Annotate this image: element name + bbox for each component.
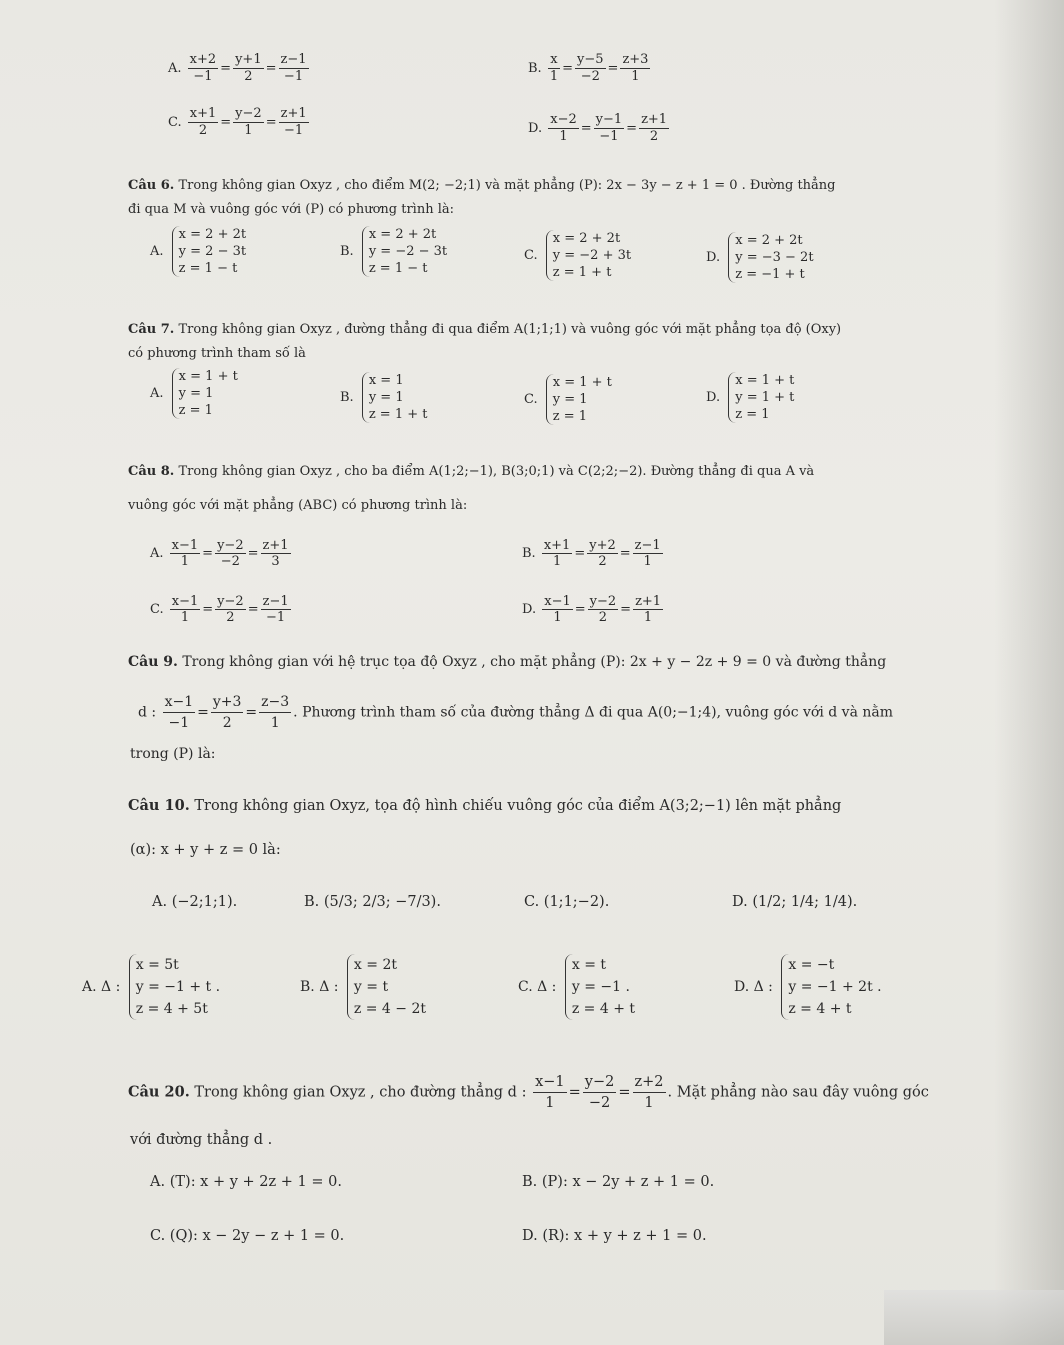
question-10-stem-line2: (α): x + y + z = 0 là: [130, 842, 281, 858]
page-edge-shadow [994, 0, 1064, 1345]
question-8-option-c: C. $\frac{x-1}{1}$ = $\frac{y-2}{2}$ = $\frac{z-1}{-1}$ [150, 594, 289, 625]
question-10-option-a: A. (−2;1;1). [152, 894, 238, 910]
question-20-option-c: C. (Q): x − 2y − z + 1 = 0. [150, 1228, 345, 1244]
question-9-stem: Câu 9. Trong không gian với hệ trục tọa độ Oxyz , cho mặt phẳng (P): 2x + y − 2z + 9 = 0 và đường thẳng [128, 654, 887, 670]
question-8-option-d: D. $\frac{x-1}{1}$ = $\frac{y-2}{2}$ = $\frac{z+1}{1}$ [522, 594, 662, 625]
question-6-option-a: A. x = 2 + 2t y = 2 − 3t z = 1 − t [150, 227, 247, 276]
top-option-c: C. $\frac{x+1}{2}$ = $\frac{y-2}{1}$ = $\frac{z+1}{-1}$ [168, 106, 307, 138]
question-10-option-d: D. (1/2; 1/4; 1/4). [732, 894, 858, 910]
question-7-stem-line2: có phương trình tham số là [128, 346, 306, 361]
question-9-option-a: A. Δ : x = 5t y = −1 + t . z = 4 + 5t [82, 954, 220, 1020]
question-6-stem-line2: đi qua M và vuông góc với (P) có phương trình là: [128, 202, 454, 217]
question-7-option-d: D. x = 1 + t y = 1 + t z = 1 [706, 373, 795, 422]
question-6-option-c: C. x = 2 + 2t y = −2 + 3t z = 1 + t [524, 231, 632, 280]
question-7-option-b: B. x = 1 y = 1 z = 1 + t [340, 373, 428, 422]
question-20-stem: Câu 20. Trong không gian Oxyz , cho đường thẳng d : $\frac{x-1}{1}$ = $\frac{y-2}{-2}$ = $\frac{z+2}{1}$ . Mặt phẳng nào sau đây vuông góc [128, 1074, 929, 1111]
top-option-d: D. $\frac{x-2}{1}$ = $\frac{y-1}{-1}$ = $\frac{z+1}{2}$ [528, 112, 668, 144]
question-10-option-b: B. (5/3; 2/3; −7/3). [304, 894, 441, 910]
question-8-stem: Câu 8. Trong không gian Oxyz , cho ba điểm A(1;2;−1), B(3;0;1) và C(2;2;−2). Đường thẳng đi qua A và [128, 464, 815, 479]
question-8-option-a: A. $\frac{x-1}{1}$ = $\frac{y-2}{-2}$ = $\frac{z+1}{3}$ [150, 538, 289, 569]
question-7-option-c: C. x = 1 + t y = 1 z = 1 [524, 375, 612, 424]
question-9-option-d: D. Δ : x = −t y = −1 + 2t . z = 4 + t [734, 954, 882, 1020]
question-20-option-b: B. (P): x − 2y + z + 1 = 0. [522, 1174, 715, 1190]
question-8-stem-line2: vuông góc với mặt phẳng (ABC) có phương trình là: [128, 498, 468, 513]
question-9-option-b: B. Δ : x = 2t y = t z = 4 − 2t [300, 954, 426, 1020]
question-7-option-a: A. x = 1 + t y = 1 z = 1 [150, 369, 238, 418]
question-6-stem: Câu 6. Trong không gian Oxyz , cho điểm M(2; −2;1) và mặt phẳng (P): 2x − 3y − z + 1 = 0 . Đường thẳng [128, 178, 836, 193]
question-6-option-b: B. x = 2 + 2t y = −2 − 3t z = 1 − t [340, 227, 448, 276]
question-9-option-c: C. Δ : x = t y = −1 . z = 4 + t [518, 954, 635, 1020]
question-8-option-b: B. $\frac{x+1}{1}$ = $\frac{y+2}{2}$ = $\frac{z-1}{1}$ [522, 538, 661, 569]
tape-strip [884, 1290, 1064, 1345]
question-6-option-d: D. x = 2 + 2t y = −3 − 2t z = −1 + t [706, 233, 814, 282]
question-9-stem-line2: d : $\frac{x-1}{-1}$ = $\frac{y+3}{2}$ = $\frac{z-3}{1}$ . Phương trình tham số của đường thẳng Δ đi qua A(0;−1;4), vuông góc với d và nằm [138, 694, 894, 731]
question-10-stem: Câu 10. Trong không gian Oxyz, tọa độ hình chiếu vuông góc của điểm A(3;2;−1) lên mặt phẳng [128, 797, 842, 814]
question-10-option-c: C. (1;1;−2). [524, 894, 610, 910]
question-20-stem-line2: với đường thẳng d . [130, 1132, 273, 1148]
question-7-stem: Câu 7. Trong không gian Oxyz , đường thẳng đi qua điểm A(1;1;1) và vuông góc với mặt phẳng tọa độ (Oxy) [128, 322, 842, 337]
top-option-a: A. $\frac{x+2}{-1}$ = $\frac{y+1}{2}$ = $\frac{z-1}{-1}$ [168, 52, 307, 84]
question-20-option-a: A. (T): x + y + 2z + 1 = 0. [150, 1174, 342, 1190]
top-option-b: B. $\frac{x}{1}$ = $\frac{y-5}{-2}$ = $\frac{z+3}{1}$ [528, 52, 649, 84]
question-9-stem-line3: trong (P) là: [130, 746, 216, 762]
question-20-option-d: D. (R): x + y + z + 1 = 0. [522, 1228, 707, 1244]
